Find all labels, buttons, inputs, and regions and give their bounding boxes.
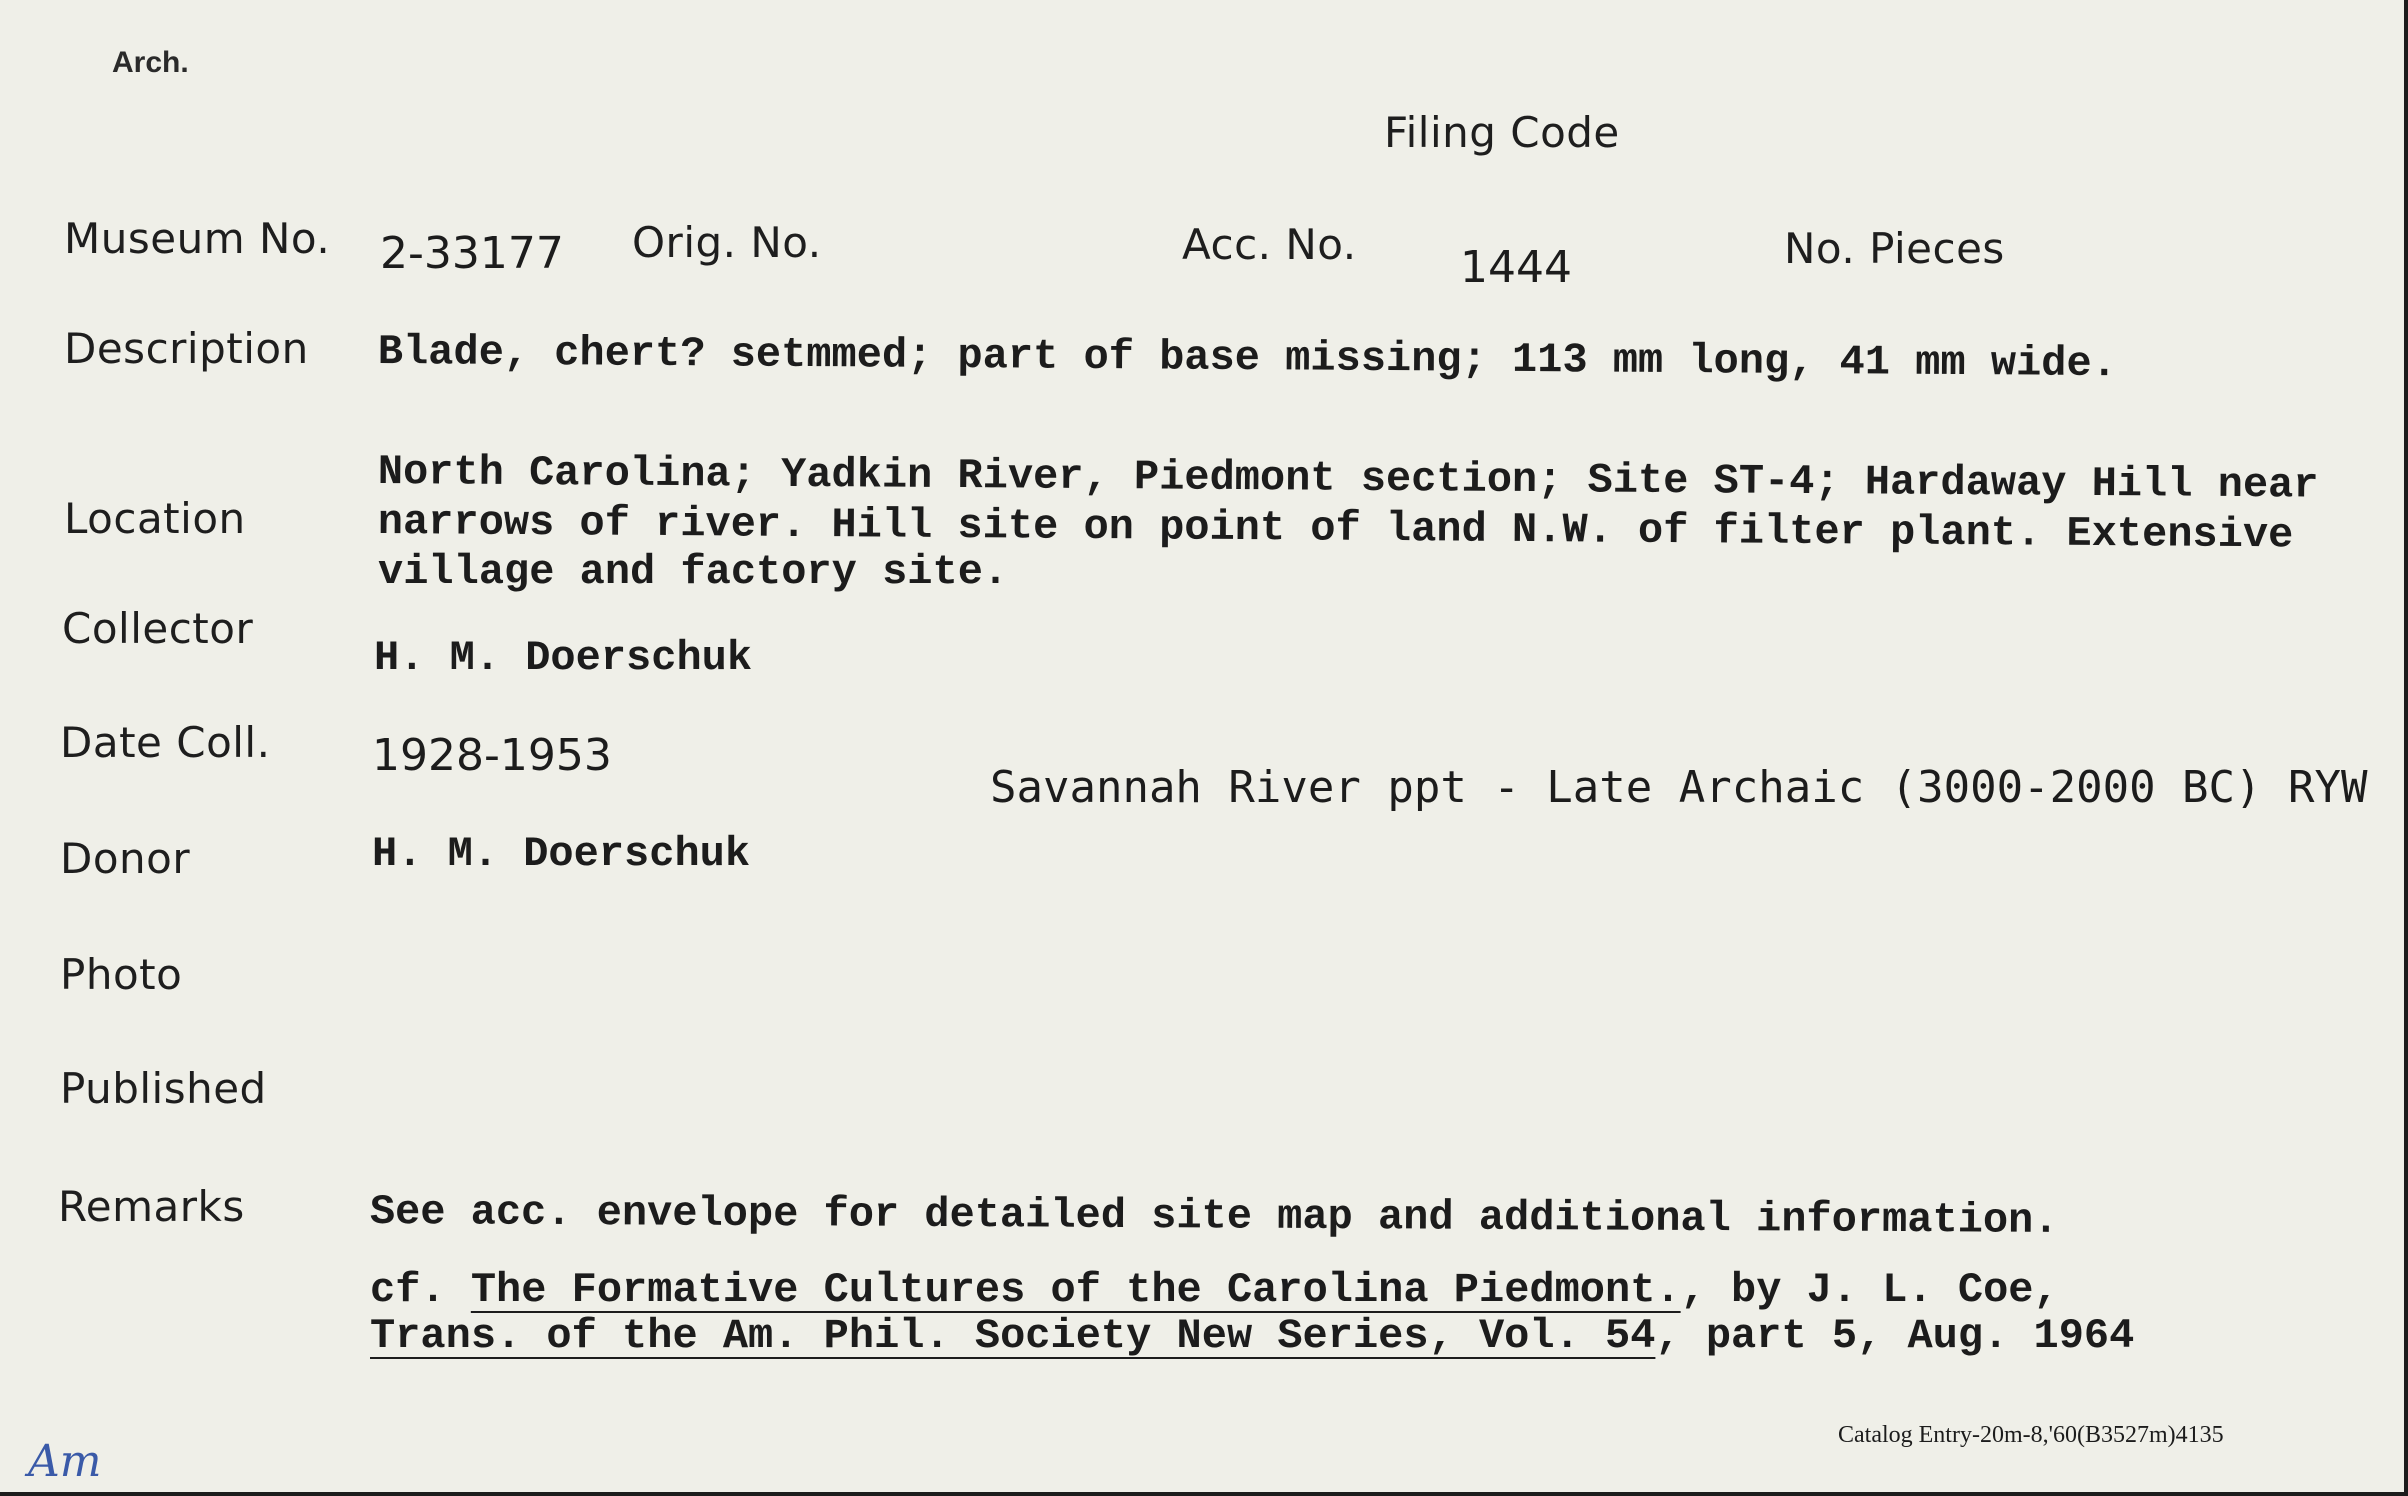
remarks-value: See acc. envelope for detailed site map and additional information. xyxy=(369,1188,2059,1245)
citation-prefix: cf. xyxy=(370,1266,471,1314)
acc-no-value: 1444 xyxy=(1460,242,1572,293)
catalog-entry-print: Catalog Entry-20m-8,'60(B3527m)4135 xyxy=(1838,1422,2224,1448)
citation-journal: Trans. of the Am. Phil. Society New Series, Vol. 54 xyxy=(370,1312,1656,1360)
donor-label: Donor xyxy=(60,834,191,883)
acc-no-label: Acc. No. xyxy=(1182,220,1357,269)
donor-value: H. M. Doerschuk xyxy=(372,830,751,878)
remarks-label: Remarks xyxy=(58,1182,245,1231)
collector-label: Collector xyxy=(62,604,254,653)
citation-line-1 xyxy=(370,1266,2059,1314)
location-label: Location xyxy=(64,494,246,543)
museum-no-label: Museum No. xyxy=(64,214,331,263)
corner-label: Arch. xyxy=(112,46,189,79)
orig-no-label: Orig. No. xyxy=(632,218,822,267)
citation-author: , by J. L. Coe, xyxy=(1680,1266,2059,1314)
museum-no-value: 2-33177 xyxy=(380,228,564,279)
description-value: Blade, chert? setmmed; part of base missing; 113 mm long, 41 mm wide. xyxy=(377,328,2118,389)
date-coll-value: 1928-1953 xyxy=(372,730,612,781)
citation-issue: , part 5, Aug. 1964 xyxy=(1655,1312,2135,1360)
no-pieces-label: No. Pieces xyxy=(1784,224,2005,273)
collector-value: H. M. Doerschuk xyxy=(374,634,753,682)
description-label: Description xyxy=(64,324,309,373)
location-line-3: village and factory site. xyxy=(378,548,1009,596)
published-label: Published xyxy=(60,1064,267,1113)
date-coll-label: Date Coll. xyxy=(60,718,271,767)
handwritten-initials: Am xyxy=(28,1436,102,1487)
classification-note: Savannah River ppt - Late Archaic (3000-2000 BC) RYW xyxy=(990,762,2368,813)
filing-code-label: Filing Code xyxy=(1384,108,1620,157)
photo-label: Photo xyxy=(60,950,183,999)
citation-title: The Formative Cultures of the Carolina Piedmont. xyxy=(470,1266,1681,1314)
citation-line-2 xyxy=(370,1312,2134,1360)
location-line-2: narrows of river. Hill site on point of land N.W. of filter plant. Extensive xyxy=(377,498,2294,560)
location-line-1: North Carolina; Yadkin River, Piedmont section; Site ST-4; Hardaway Hill near xyxy=(377,448,2319,510)
